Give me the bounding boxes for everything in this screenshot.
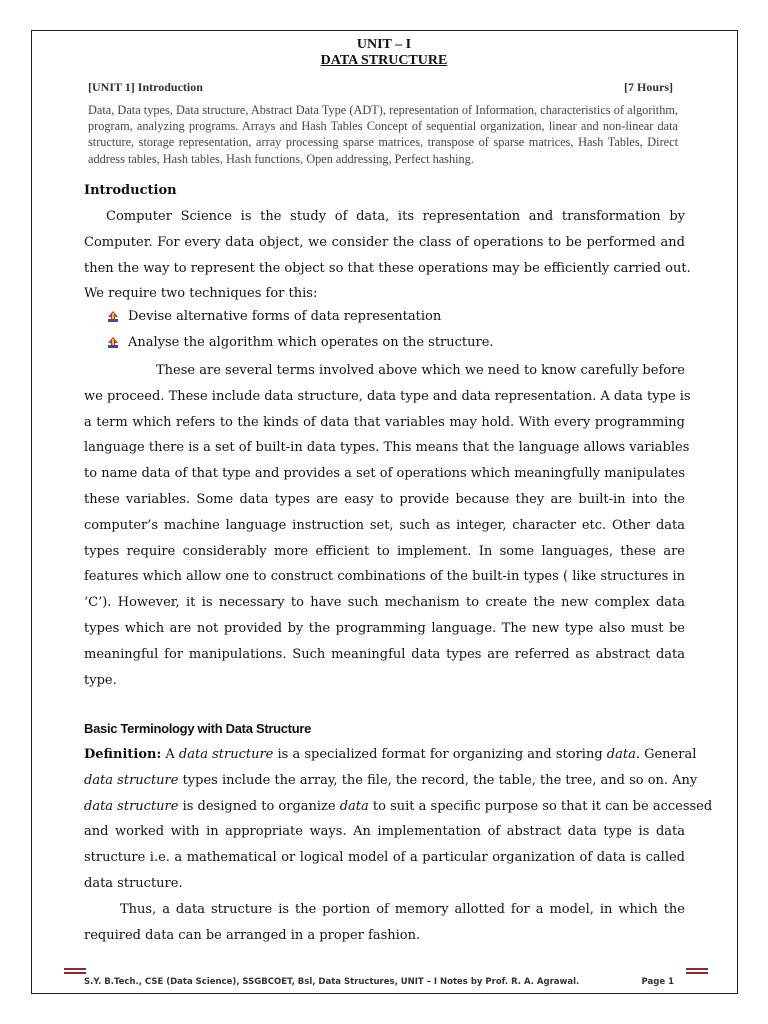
- arrow-bullet-icon: [106, 336, 120, 350]
- page-title: DATA STRUCTURE: [320, 53, 448, 68]
- arrow-bullet-icon: [106, 310, 120, 324]
- text-line: data structure is designed to organize data to suit a specific purpose so that it can be accessed: [84, 798, 713, 814]
- text-line: structure i.e. a mathematical or logical model of a particular organization of data is called: [84, 850, 685, 866]
- text-line: and worked with in appropriate ways. An implementation of abstract data type is data: [84, 824, 685, 840]
- footer-ornament-right: [686, 968, 708, 974]
- text-line: Computer. For every data object, we consider the class of operations to be performed and: [84, 234, 685, 250]
- section-heading: Basic Terminology with Data Structure: [84, 721, 312, 736]
- text-line: data structure types include the array, the file, the record, the table, the tree, and so on. Any: [84, 772, 698, 788]
- text-line: then the way to represent the object so that these operations may be efficiently carried out.: [84, 260, 691, 276]
- bullet-text: Analyse the algorithm which operates on the structure.: [128, 335, 494, 350]
- text-line: We require two techniques for this:: [84, 286, 318, 302]
- syllabus-text: Data, Data types, Data structure, Abstract Data Type (ADT), representation of Information, characteristics of algorithm, program, analyzing programs. Arrays and Hash Tables Concept of sequential organization, linear and non-linear data structure, storage representation, array processing sparse matrices, transpose of sparse matrices, Hash Tables, Direct address tables, Hash tables, Hash functions, Open addressing, Perfect hashing.: [88, 103, 678, 166]
- intro-heading: Introduction: [84, 183, 177, 198]
- text-line: ‘C’). However, it is necessary to have such mechanism to create the new complex data: [84, 595, 685, 611]
- text-line: computer’s machine language instruction set, such as integer, character etc. Other data: [84, 517, 685, 533]
- intro-paragraph-1: [84, 204, 691, 307]
- footer-ornament-left: [64, 968, 86, 974]
- syllabus-header: [88, 80, 673, 95]
- text-line: type.: [84, 672, 117, 688]
- text-line: required data can be arranged in a proper fashion.: [84, 927, 421, 943]
- text-line: types require considerably more efficient to implement. In some languages, these are: [84, 543, 685, 559]
- footer: [84, 977, 674, 987]
- page-number: Page 1: [641, 977, 674, 987]
- bullet-text: Devise alternative forms of data representation: [128, 309, 442, 324]
- syllabus-unit-label: [UNIT 1] Introduction: [88, 80, 203, 94]
- syllabus-hours: [7 Hours]: [624, 80, 673, 94]
- text-line: language there is a set of built-in data types. This means that the language allows variables: [84, 440, 690, 456]
- text-line: Computer Science is the study of data, its representation and transformation by: [106, 209, 685, 224]
- definition-label: Definition:: [84, 747, 162, 762]
- text-line: we proceed. These include data structure, data type and data representation. A data type is: [84, 388, 691, 404]
- text-line: These are several terms involved above which we need to know carefully before: [156, 363, 685, 378]
- text-line: features which allow one to construct combinations of the built-in types ( like structures in: [84, 569, 685, 585]
- summary-paragraph: [84, 897, 685, 949]
- list-item: [106, 335, 494, 350]
- intro-paragraph-2: [84, 358, 691, 693]
- definition-paragraph: [84, 742, 713, 897]
- text-line: these variables. Some data types are easy to provide because they are built-in into the: [84, 491, 685, 507]
- text-line: a term which refers to the kinds of data that variables may hold. With every programming: [84, 414, 685, 430]
- list-item: [106, 309, 441, 324]
- unit-label: UNIT – I: [356, 37, 412, 52]
- footer-text: S.Y. B.Tech., CSE (Data Science), SSGBCOET, Bsl, Data Structures, UNIT – I Notes by Prof. R. A. Agrawal.: [84, 977, 580, 987]
- text-line: to name data of that type and provides a set of operations which meaningfully manipulates: [84, 466, 685, 482]
- text-line: data structure.: [84, 875, 183, 891]
- text-line: meaningful for manipulations. Such meaningful data types are referred as abstract data: [84, 646, 685, 662]
- text-line: types which are not provided by the programming language. The new type also must be: [84, 620, 685, 636]
- text-line: Thus, a data structure is the portion of memory allotted for a model, in which the: [120, 902, 685, 917]
- text-line: Definition: A data structure is a specialized format for organizing and storing data. General: [84, 747, 697, 762]
